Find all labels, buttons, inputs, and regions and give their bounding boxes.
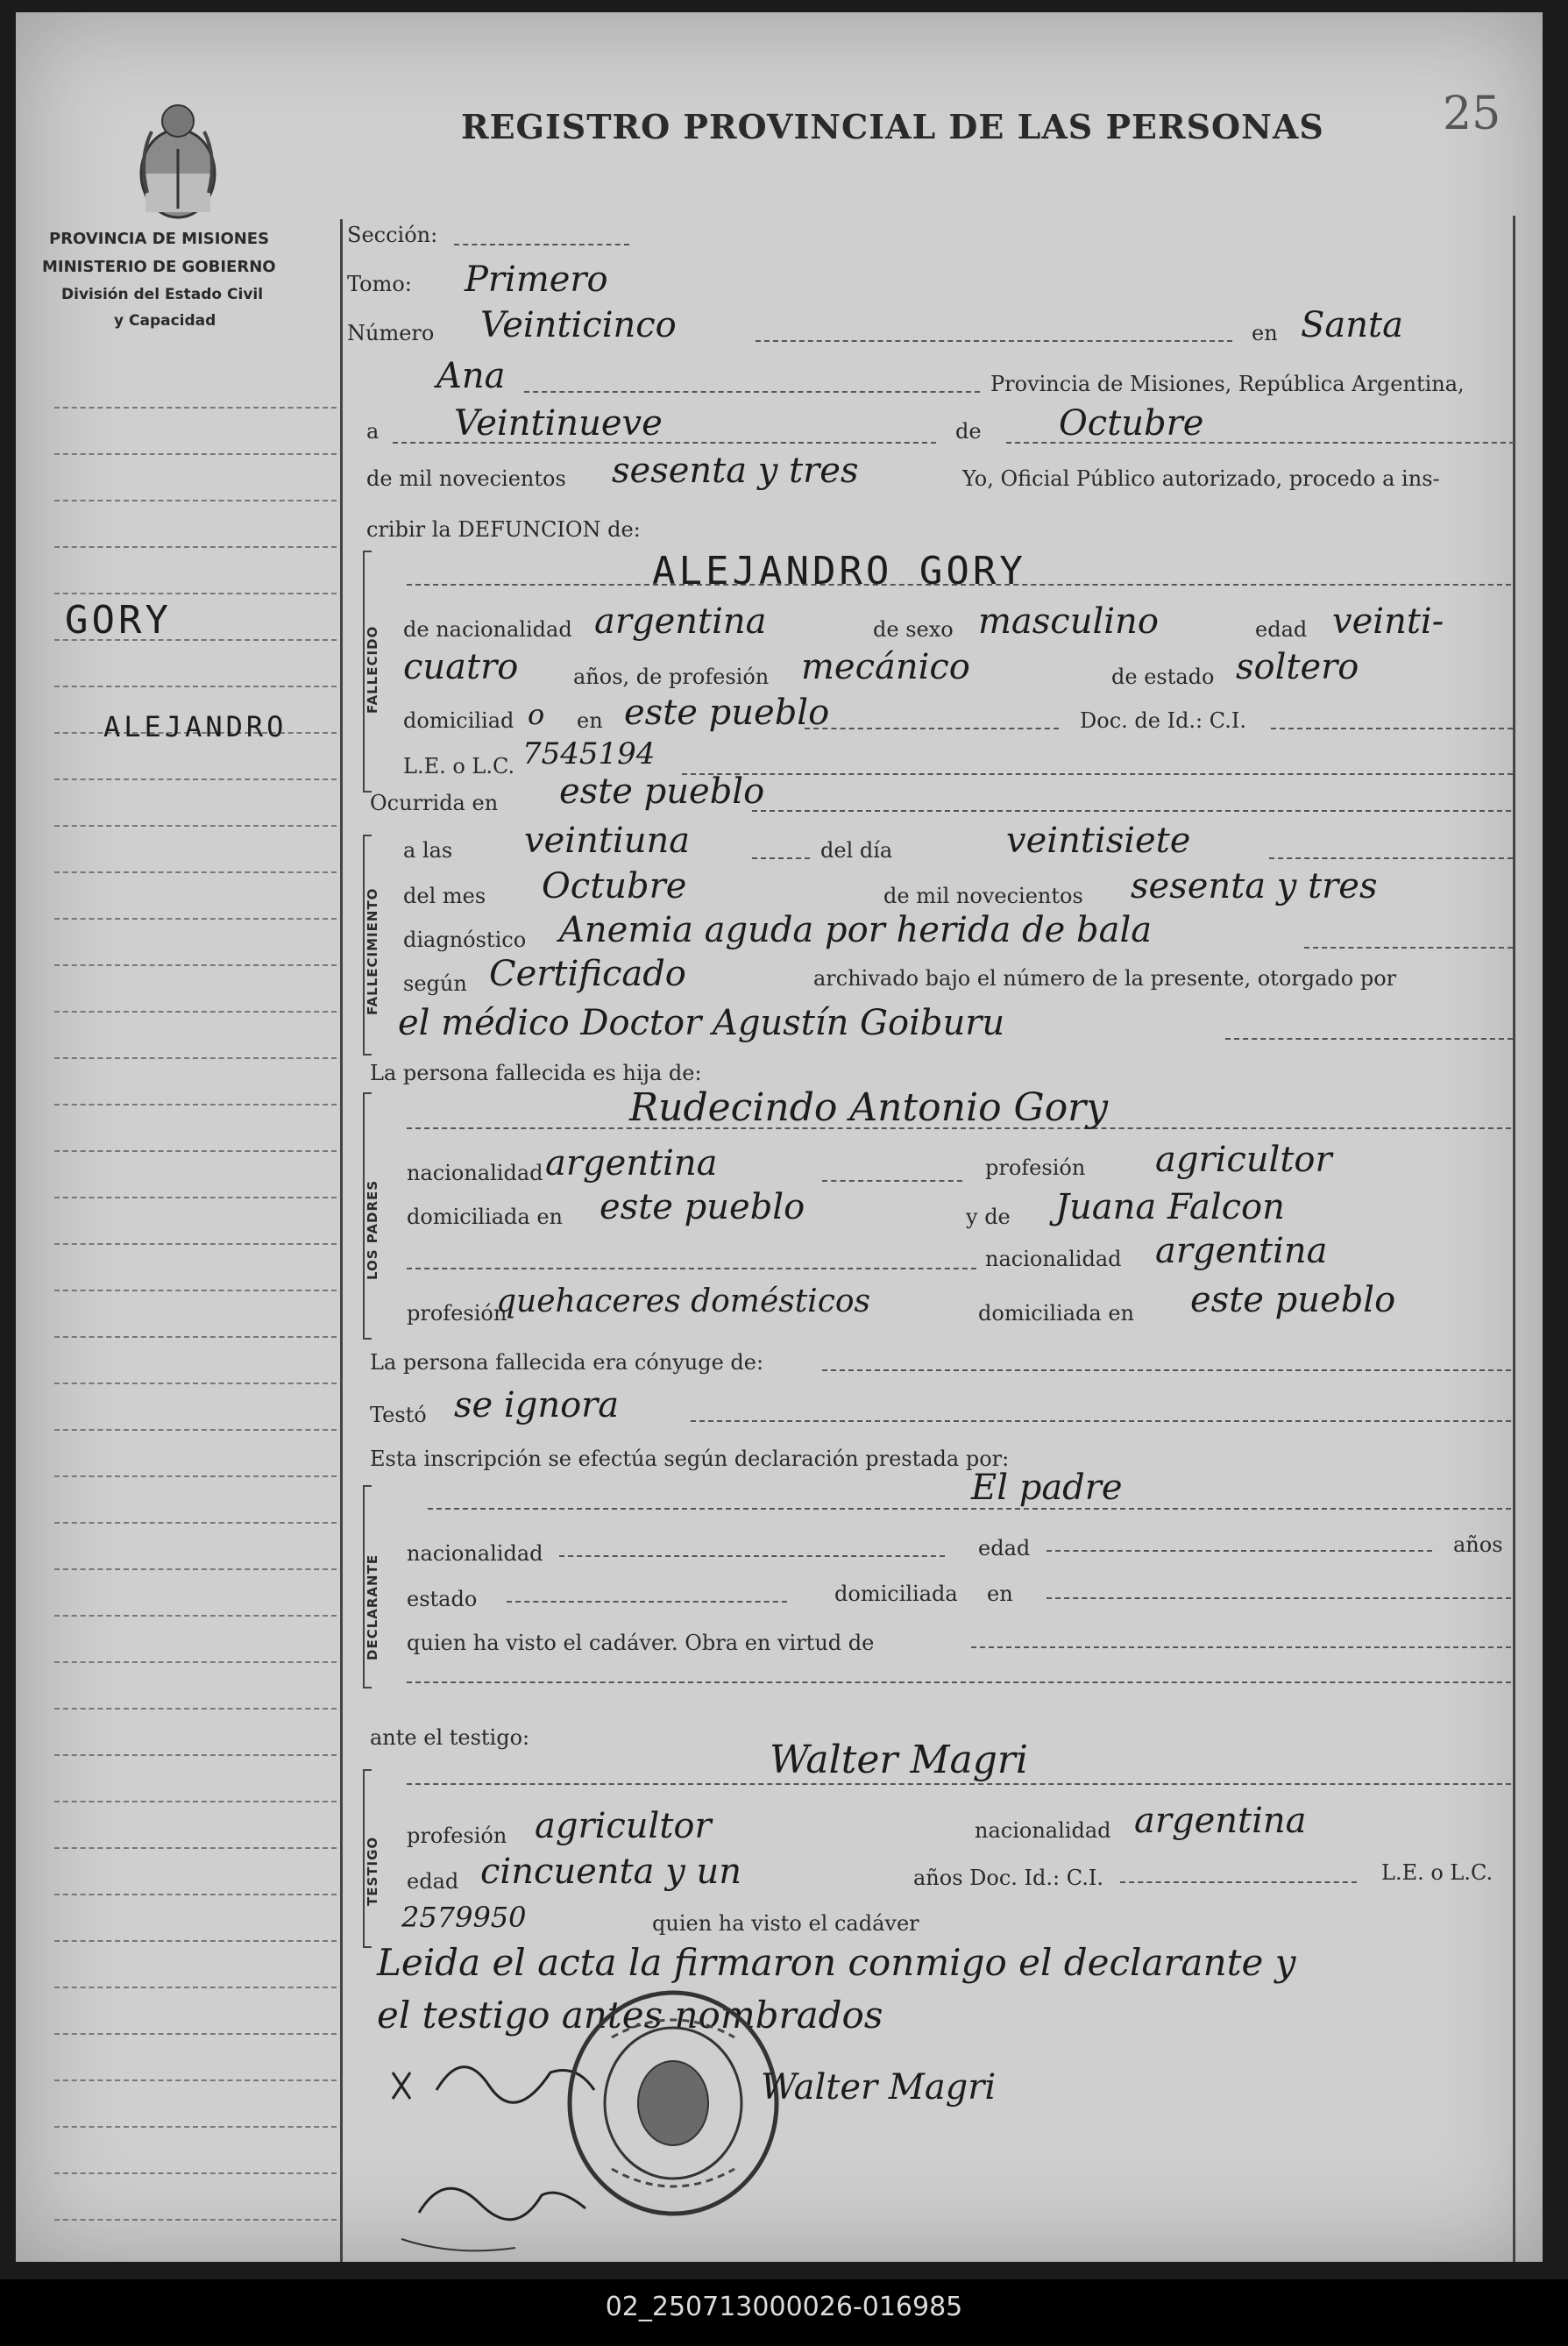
mes-value: Octubre [1059,403,1204,444]
mes-line [1006,442,1515,444]
coat-of-arms-emblem [130,96,226,228]
nacionalidad-label: de nacionalidad [403,617,572,642]
margin-ruled-line [54,2172,337,2174]
margin-ruled-line [54,1290,337,1291]
hora-value: veintiuna [524,821,691,861]
fallecido-side-label: FALLECIDO [365,625,380,714]
margin-ruled-line [54,778,337,780]
testigo-nacionalidad-label: nacionalidad [975,1818,1111,1843]
testigo-doc-line [1120,1881,1357,1883]
declarante-nacionalidad-line [559,1555,945,1557]
conyuge-line [822,1369,1511,1371]
padre-domicilio-label: domiciliada en [407,1205,563,1229]
office-line-4: y Capacidad [114,312,216,330]
hora-label: a las [403,838,453,863]
segun-label: según [403,971,467,996]
padre-value: Rudecindo Antonio Gory [629,1085,1109,1130]
testigo-nacionalidad-value: argentina [1134,1801,1307,1841]
edad-label: edad [1255,617,1308,642]
image-id-label: 02_250713000026-016985 [605,2292,963,2322]
margin-ruled-line [54,1475,337,1477]
tomo-label: Tomo: [347,272,412,296]
lugar-value-2: Ana [436,356,506,396]
dia-value: Veintinueve [454,403,663,444]
margin-surname: GORY [65,598,172,643]
del-mes-label: del mes [403,884,486,908]
right-border [1513,216,1515,2262]
declarante-anos-label: años [1453,1532,1503,1557]
margin-ruled-line [54,964,337,966]
archivado-text: archivado bajo el número de la presente, otorgado por [813,966,1397,991]
margin-ruled-line [54,1568,337,1570]
seccion-label: Sección: [347,223,438,247]
le-lc-value: 7545194 [522,736,656,771]
testo-label: Testó [370,1403,427,1427]
profesion-label: años, de profesión [573,665,770,689]
quien-ha-visto-text: quien ha visto el cadáver [652,1911,919,1936]
margin-ruled-line [54,871,337,873]
margin-ruled-line [54,2219,337,2221]
closing-line-2: el testigo antes nombrados [377,1994,883,2037]
lugar-line [524,391,980,393]
dia-fall-value: veintisiete [1006,821,1191,861]
margin-ruled-line [54,2033,337,2035]
y-de-label: y de [966,1205,1011,1229]
margin-ruled-line [54,1940,337,1942]
margin-ruled-line [54,1243,337,1245]
testigo-intro-label: ante el testigo: [370,1725,530,1750]
domicilio-line [805,728,1059,729]
madre-value: Juana Falcon [1055,1187,1285,1227]
margin-ruled-line [54,1661,337,1663]
testigo-edad-value: cincuenta y un [480,1852,742,1892]
domiciliado-label: domiciliad [403,708,514,733]
lugar-value-1: Santa [1301,305,1403,345]
obra-line-2 [407,1681,1511,1683]
testo-line [691,1420,1511,1422]
de-mil-label: de mil novecientos [366,466,566,491]
office-line-3: División del Estado Civil [61,286,264,303]
declarante-nacionalidad-label: nacionalidad [407,1541,543,1566]
diagnostico-label: diagnóstico [403,928,527,952]
fallecimiento-side-label: FALLECIMIENTO [365,887,380,1015]
padres-side-label: LOS PADRES [365,1179,380,1280]
edad-value-1: veinti- [1332,601,1444,642]
domicilio-en-label: en [577,708,603,733]
le-lc-line [682,773,1513,775]
margin-ruled-line [54,1987,337,1988]
quien-cadaver-text: quien ha visto el cadáver. Obra en virtud de [407,1631,875,1655]
margin-ruled-line [54,1894,337,1895]
page-number: 25 [1443,88,1501,140]
declarante-domiciliada-label: domiciliada [834,1582,958,1606]
padre-nacionalidad-line [822,1180,962,1182]
padre-nacionalidad-value: argentina [545,1143,718,1184]
padre-profesion-label: profesión [985,1155,1086,1180]
en-label: en [1252,321,1278,345]
declarante-domicilio-en-label: en [987,1582,1013,1606]
margin-ruled-line [54,1104,337,1105]
medico-line [1225,1038,1513,1040]
anio-value: sesenta y tres [612,451,859,491]
sexo-label: de sexo [873,617,954,642]
declarante-estado-line [507,1601,787,1603]
office-line-2: MINISTERIO DE GOBIERNO [42,258,276,276]
declarante-estado-label: estado [407,1587,478,1611]
tomo-value: Primero [465,259,608,300]
ocurrida-line [752,810,1511,812]
padre-nacionalidad-label: nacionalidad [407,1161,543,1185]
segun-value: Certificado [489,954,686,994]
anio-fall-value: sesenta y tres [1131,866,1378,906]
inscribir-text: cribir la DEFUNCION de: [366,517,641,542]
conyuge-label: La persona fallecida era cónyuge de: [370,1350,764,1375]
doc-id-label: Doc. de Id.: C.I. [1080,708,1247,733]
madre-nacionalidad-value: argentina [1155,1231,1328,1271]
estado-value: soltero [1236,647,1359,687]
office-line-1: PROVINCIA DE MISIONES [49,230,270,248]
closing-line-1: Leida el acta la firmaron conmigo el declarante y [377,1941,1296,1984]
dia-fall-line [1269,857,1513,859]
ocurrida-value: este pueblo [559,771,765,812]
nombre-value: ALEJANDRO GORY [652,549,1026,594]
testigo-le-lc-label: L.E. o L.C. [1381,1860,1494,1885]
margin-ruled-line [54,686,337,687]
declarante-side-label: DECLARANTE [365,1553,380,1660]
madre-blank-line [407,1268,976,1269]
margin-ruled-line [54,1383,337,1384]
margin-ruled-line [54,1150,337,1152]
margin-ruled-line [54,918,337,920]
margin-ruled-line [54,407,337,409]
ocurrida-label: Ocurrida en [370,791,499,815]
declarante-line [428,1508,1511,1510]
testigo-doc-value: 2579950 [401,1901,527,1934]
doc-id-line [1271,728,1513,729]
margin-ruled-line [54,1754,337,1756]
register-page [16,12,1543,2262]
dia-line [393,442,936,444]
margin-ruled-line [54,1522,337,1524]
testigo-edad-label: edad [407,1869,459,1894]
le-lc-label: L.E. o L.C. [403,754,515,778]
declarante-domicilio-line [1047,1597,1511,1599]
de-label: de [955,419,982,444]
testigo-profesion-label: profesión [407,1823,507,1848]
margin-ruled-line [54,593,337,594]
numero-label: Número [347,321,435,345]
diagnostico-line [1304,947,1513,949]
margin-ruled-line [54,2126,337,2128]
madre-domicilio-value: este pueblo [1190,1280,1396,1320]
padre-profesion-value: agricultor [1155,1140,1332,1180]
a-label: a [366,419,380,444]
numero-value: Veinticinco [480,305,677,345]
del-dia-label: del día [820,838,893,863]
declarante-edad-label: edad [978,1536,1031,1560]
medico-value: el médico Doctor Agustín Goiburu [398,1003,1005,1043]
yo-oficial-text: Yo, Oficial Público autorizado, procedo a ins- [962,466,1440,491]
margin-ruled-line [54,500,337,501]
madre-profesion-label: profesión [407,1301,507,1326]
margin-ruled-line [54,825,337,827]
margin-ruled-line [54,1615,337,1617]
numero-line [756,340,1232,342]
provincia-label: Provincia de Misiones, República Argentina, [990,372,1465,396]
testigo-line [407,1783,1511,1785]
official-seal-stamp [559,1985,787,2222]
madre-nacionalidad-label: nacionalidad [985,1247,1122,1271]
domicilio-value: este pueblo [624,693,830,733]
madre-profesion-value: quehaceres domésticos [496,1283,871,1319]
profesion-value: mecánico [801,647,970,687]
margin-ruled-line [54,1011,337,1013]
padre-domicilio-value: este pueblo [600,1187,805,1227]
edad-value-2: cuatro [403,647,519,687]
declarante-value: El padre [971,1468,1123,1508]
margin-ruled-line [54,1708,337,1710]
obra-line [971,1646,1511,1648]
mes-fall-value: Octubre [542,866,687,906]
page-title: REGISTRO PROVINCIAL DE LAS PERSONAS [461,107,1324,146]
madre-domicilio-label: domiciliada en [978,1301,1134,1326]
nacionalidad-value: argentina [594,601,767,642]
margin-ruled-line [54,2079,337,2081]
margin-ruled-line [54,546,337,548]
hija-de-label: La persona fallecida es hija de: [370,1061,702,1085]
margin-ruled-line [54,1197,337,1198]
declarante-edad-line [1047,1550,1432,1552]
seccion-line [454,244,629,245]
testigo-signature: Walter Magri [761,2067,997,2108]
margin-ruled-line [54,453,337,455]
sexo-value: masculino [978,601,1159,642]
margin-ruled-line [54,1057,337,1059]
margin-ruled-line [54,1336,337,1338]
margin-divider [340,219,343,2262]
hora-line [752,857,810,859]
testigo-profesion-value: agricultor [535,1806,712,1846]
testo-value: se ignora [454,1385,620,1425]
margin-ruled-line [54,1801,337,1802]
inscripcion-label: Esta inscripción se efectúa según declaración prestada por: [370,1447,1010,1471]
testigo-doc-label: años Doc. Id.: C.I. [913,1866,1103,1890]
testigo-side-label: TESTIGO [365,1836,380,1906]
domiciliado-suffix: o [528,698,545,731]
margin-ruled-line [54,1847,337,1849]
margin-given-name: ALEJANDRO [103,710,287,743]
testigo-value: Walter Magri [770,1738,1029,1782]
margin-ruled-line [54,1429,337,1431]
estado-label: de estado [1111,665,1215,689]
diagnostico-value: Anemia aguda por herida de bala [559,910,1153,950]
de-mil-fall-label: de mil novecientos [883,884,1083,908]
